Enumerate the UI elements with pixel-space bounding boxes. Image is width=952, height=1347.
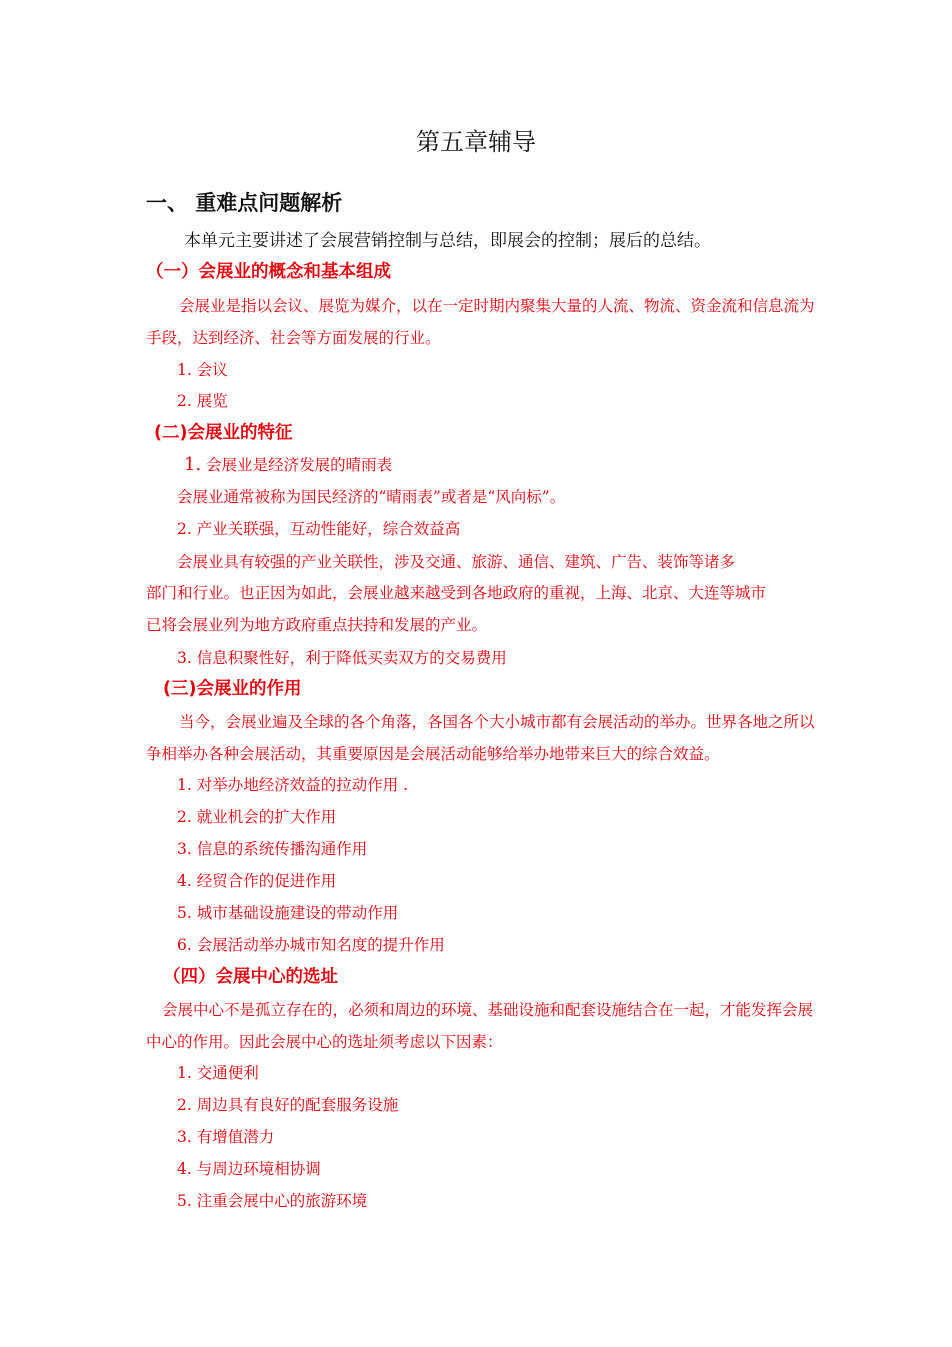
list-item: 5. 注重会展中心的旅游环境 [177, 1192, 368, 1210]
list-item: 3. 有增值潜力 [177, 1128, 275, 1146]
subsection-title-3: (三)会展业的作用 [163, 679, 302, 699]
list-item: 3. 信息的系统传播沟通作用 [177, 840, 368, 858]
subsection-title-2: (二)会展业的特征 [154, 423, 293, 443]
list-item: 2. 就业机会的扩大作用 [177, 808, 337, 826]
list-item: 2. 周边具有良好的配套服务设施 [177, 1096, 399, 1114]
list-item: 4. 与周边环境相协调 [177, 1160, 321, 1178]
subsection-title-1: （一）会展业的概念和基本组成 [146, 262, 391, 282]
paragraph-line: 已将会展业列为地方政府重点扶持和发展的产业。 [146, 616, 488, 634]
subsection-4-paragraph: 会展中心不是孤立存在的，必须和周边的环境、基础设施和配套设施结合在一起，才能发挥会展中心的作用。因此会展中心的选址须考虑以下因素： [146, 1001, 814, 1051]
list-item: 3. 信息积聚性好，利于降低买卖双方的交易费用 [177, 649, 507, 667]
subsection-title-4: （四）会展中心的选址 [163, 967, 338, 987]
subsection-1-paragraph: 会展业是指以会议、展览为媒介，以在一定时期内聚集大量的人流、物流、资金流和信息流为手段，达到经济、社会等方面发展的行业。 [146, 297, 815, 347]
list-item [184, 453, 392, 477]
paragraph-line: 会展业具有较强的产业关联性，涉及交通、旅游、通信、建筑、广告、装饰等诸多 [177, 553, 736, 571]
paragraph-line: 部门和行业。也正因为如此，会展业越来越受到各地政府的重视，上海、北京、大连等城市 [146, 584, 767, 602]
list-item: 2. 产业关联强，互动性能好，综合效益高 [177, 520, 461, 538]
list-item-text: 会展业是经济发展的晴雨表 [201, 456, 393, 474]
list-item-paragraph: 会展业通常被称为国民经济的“晴雨表”或者是“风向标”。 [177, 488, 566, 506]
list-item: 1. 会议 [177, 361, 228, 379]
list-item: 2. 展览 [177, 392, 228, 410]
section-heading: 一、 重难点问题解析 [146, 191, 343, 215]
subsection-3-paragraph: 当今，会展业遍及全球的各个角落，各国各个大小城市都有会展活动的举办。世界各地之所以争相举办各种会展活动，其重要原因是会展活动能够给举办地带来巨大的综合效益。 [146, 713, 815, 763]
list-item: 1. 交通便利 [177, 1064, 259, 1082]
list-item: 4. 经贸合作的促进作用 [177, 872, 337, 890]
intro-paragraph: 本单元主要讲述了会展营销控制与总结，即展会的控制；展后的总结。 [184, 231, 711, 251]
list-item: 1. 对举办地经济效益的拉动作用 . [177, 776, 409, 794]
list-item-number: 1. [184, 454, 202, 475]
list-item: 6. 会展活动举办城市知名度的提升作用 [177, 936, 445, 954]
document-title: 第五章辅导 [416, 128, 536, 156]
list-item: 5. 城市基础设施建设的带动作用 [177, 904, 399, 922]
